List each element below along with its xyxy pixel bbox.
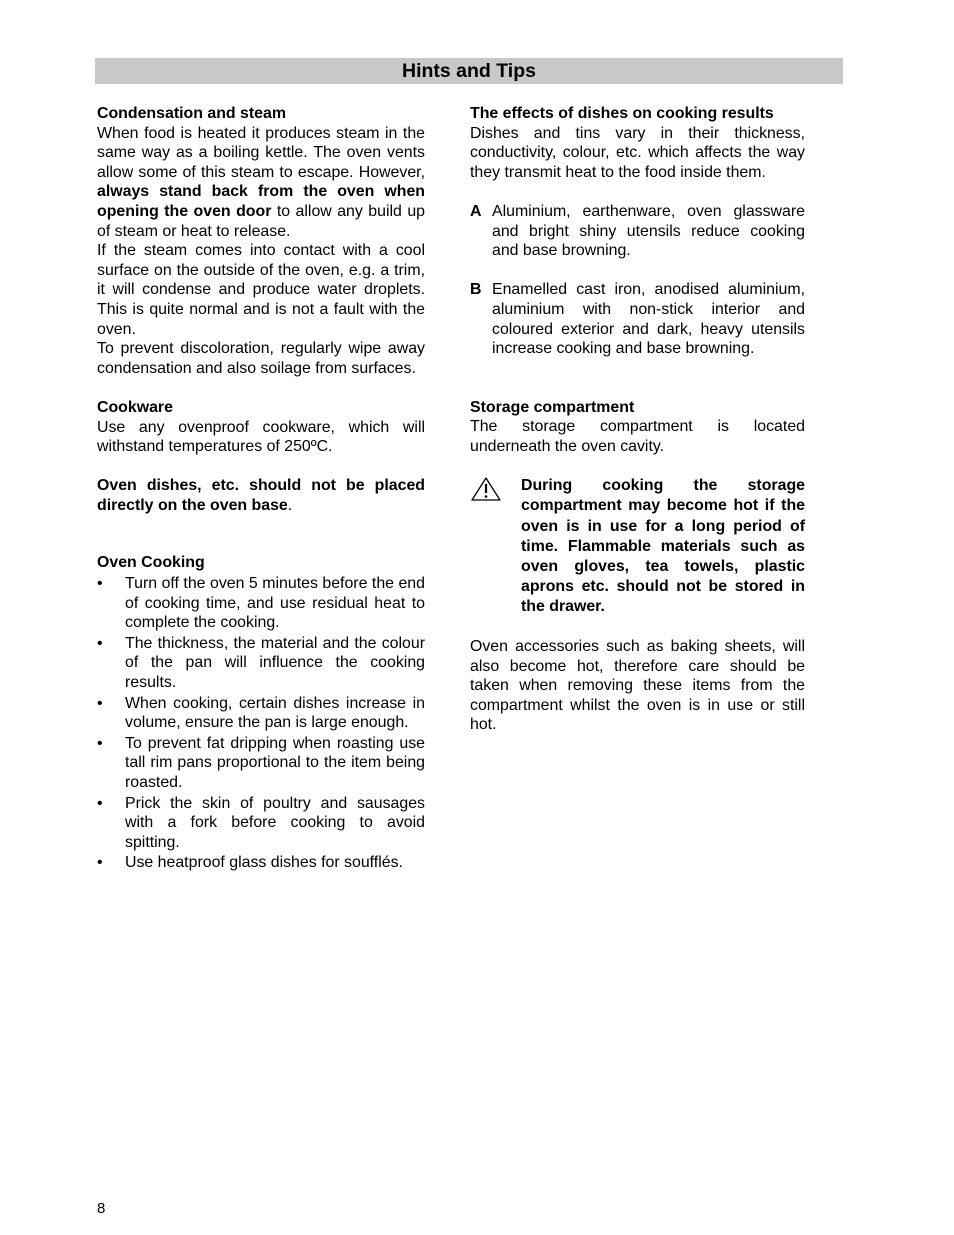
oven-cooking-heading: Oven Cooking bbox=[97, 554, 205, 572]
bullet-icon: • bbox=[97, 694, 103, 712]
effects-item-a bbox=[470, 202, 805, 261]
condensation-p1-start: When food is heated it produces steam in the same way as a boiling kettle. The oven vents allow some of this steam to escape. However, bbox=[97, 124, 425, 181]
bullet-icon: • bbox=[97, 575, 103, 593]
warning-triangle-icon bbox=[470, 476, 521, 617]
condensation-heading: Condensation and steam bbox=[97, 105, 286, 122]
page-title: Hints and Tips bbox=[402, 60, 536, 82]
list-item-text: To prevent fat dripping when roasting use tall rim pans proportional to the item being roasted. bbox=[125, 734, 425, 791]
oven-cooking-list bbox=[97, 574, 425, 873]
list-item bbox=[97, 853, 425, 873]
bullet-icon: • bbox=[97, 734, 103, 752]
list-item bbox=[97, 574, 425, 633]
cookware-heading: Cookware bbox=[97, 398, 173, 416]
bullet-icon: • bbox=[97, 794, 103, 812]
item-letter-a: A bbox=[470, 202, 482, 220]
list-item-text: Use heatproof glass dishes for soufflés. bbox=[125, 854, 403, 872]
storage-paragraph-1: The storage compartment is located underneath the oven cavity. bbox=[470, 418, 805, 455]
condensation-paragraph-1 bbox=[97, 124, 425, 242]
page-number: 8 bbox=[97, 1200, 106, 1217]
condensation-p1-end: to allow any build up of steam or heat to release. bbox=[97, 202, 425, 240]
list-item-text: Prick the skin of poultry and sausages with a fork before cooking to avoid spitting. bbox=[125, 794, 425, 851]
cookware-warning bbox=[97, 476, 425, 515]
condensation-paragraph-2: If the steam comes into contact with a cool surface on the outside of the oven, e.g. a trim, it will condense and produce water droplets. This is quite normal and is not a fault with the oven. bbox=[97, 242, 425, 338]
storage-paragraph-2: Oven accessories such as baking sheets, will also become hot, therefore care should be taken when removing these items from the compartment whilst the oven is in use or still hot. bbox=[470, 638, 805, 734]
list-item bbox=[97, 794, 425, 853]
list-item-text: When cooking, certain dishes increase in volume, ensure the pan is large enough. bbox=[125, 694, 425, 732]
item-text-b: Enamelled cast iron, anodised aluminium, aluminium with non-stick interior and coloured exterior and dark, heavy utensils increase cooking and base browning. bbox=[492, 281, 805, 358]
list-item bbox=[97, 694, 425, 733]
list-item bbox=[97, 634, 425, 693]
list-item-text: Turn off the oven 5 minutes before the end of cooking time, and use residual heat to complete the cooking. bbox=[125, 575, 425, 632]
title-bar bbox=[95, 58, 843, 84]
list-item bbox=[97, 734, 425, 793]
item-letter-b: B bbox=[470, 281, 482, 299]
bullet-icon: • bbox=[97, 854, 103, 872]
storage-heading: Storage compartment bbox=[470, 398, 635, 416]
condensation-paragraph-3: To prevent discoloration, regularly wipe away condensation and also soilage from surfaces. bbox=[97, 340, 425, 377]
effects-heading: The effects of dishes on cooking results bbox=[470, 105, 774, 122]
item-text-a: Aluminium, earthenware, oven glassware and bright shiny utensils reduce cooking and base browning. bbox=[492, 202, 805, 260]
effects-paragraph: Dishes and tins vary in their thickness, conductivity, colour, etc. which affects the way they transmit heat to the food inside them. bbox=[470, 124, 805, 181]
storage-warning-text: During cooking the storage compartment may become hot if the oven is in use for a long period of time. Flammable materials such as oven gloves, tea towels, plastic aprons etc. should not be stored in the drawer. bbox=[521, 477, 805, 616]
cookware-warning-bold: Oven dishes, etc. should not be placed directly on the oven base bbox=[97, 477, 425, 514]
right-column bbox=[470, 104, 805, 735]
cookware-warning-end: . bbox=[287, 496, 293, 514]
bullet-icon: • bbox=[97, 634, 103, 652]
cookware-paragraph: Use any ovenproof cookware, which will withstand temperatures of 250ºC. bbox=[97, 418, 425, 456]
condensation-p1-bold: always stand back from the oven when opening the oven door bbox=[97, 183, 425, 220]
list-item-text: The thickness, the material and the colour of the pan will influence the cooking results. bbox=[125, 634, 425, 692]
effects-item-b bbox=[470, 280, 805, 358]
left-column bbox=[97, 104, 425, 874]
storage-warning bbox=[470, 476, 805, 617]
